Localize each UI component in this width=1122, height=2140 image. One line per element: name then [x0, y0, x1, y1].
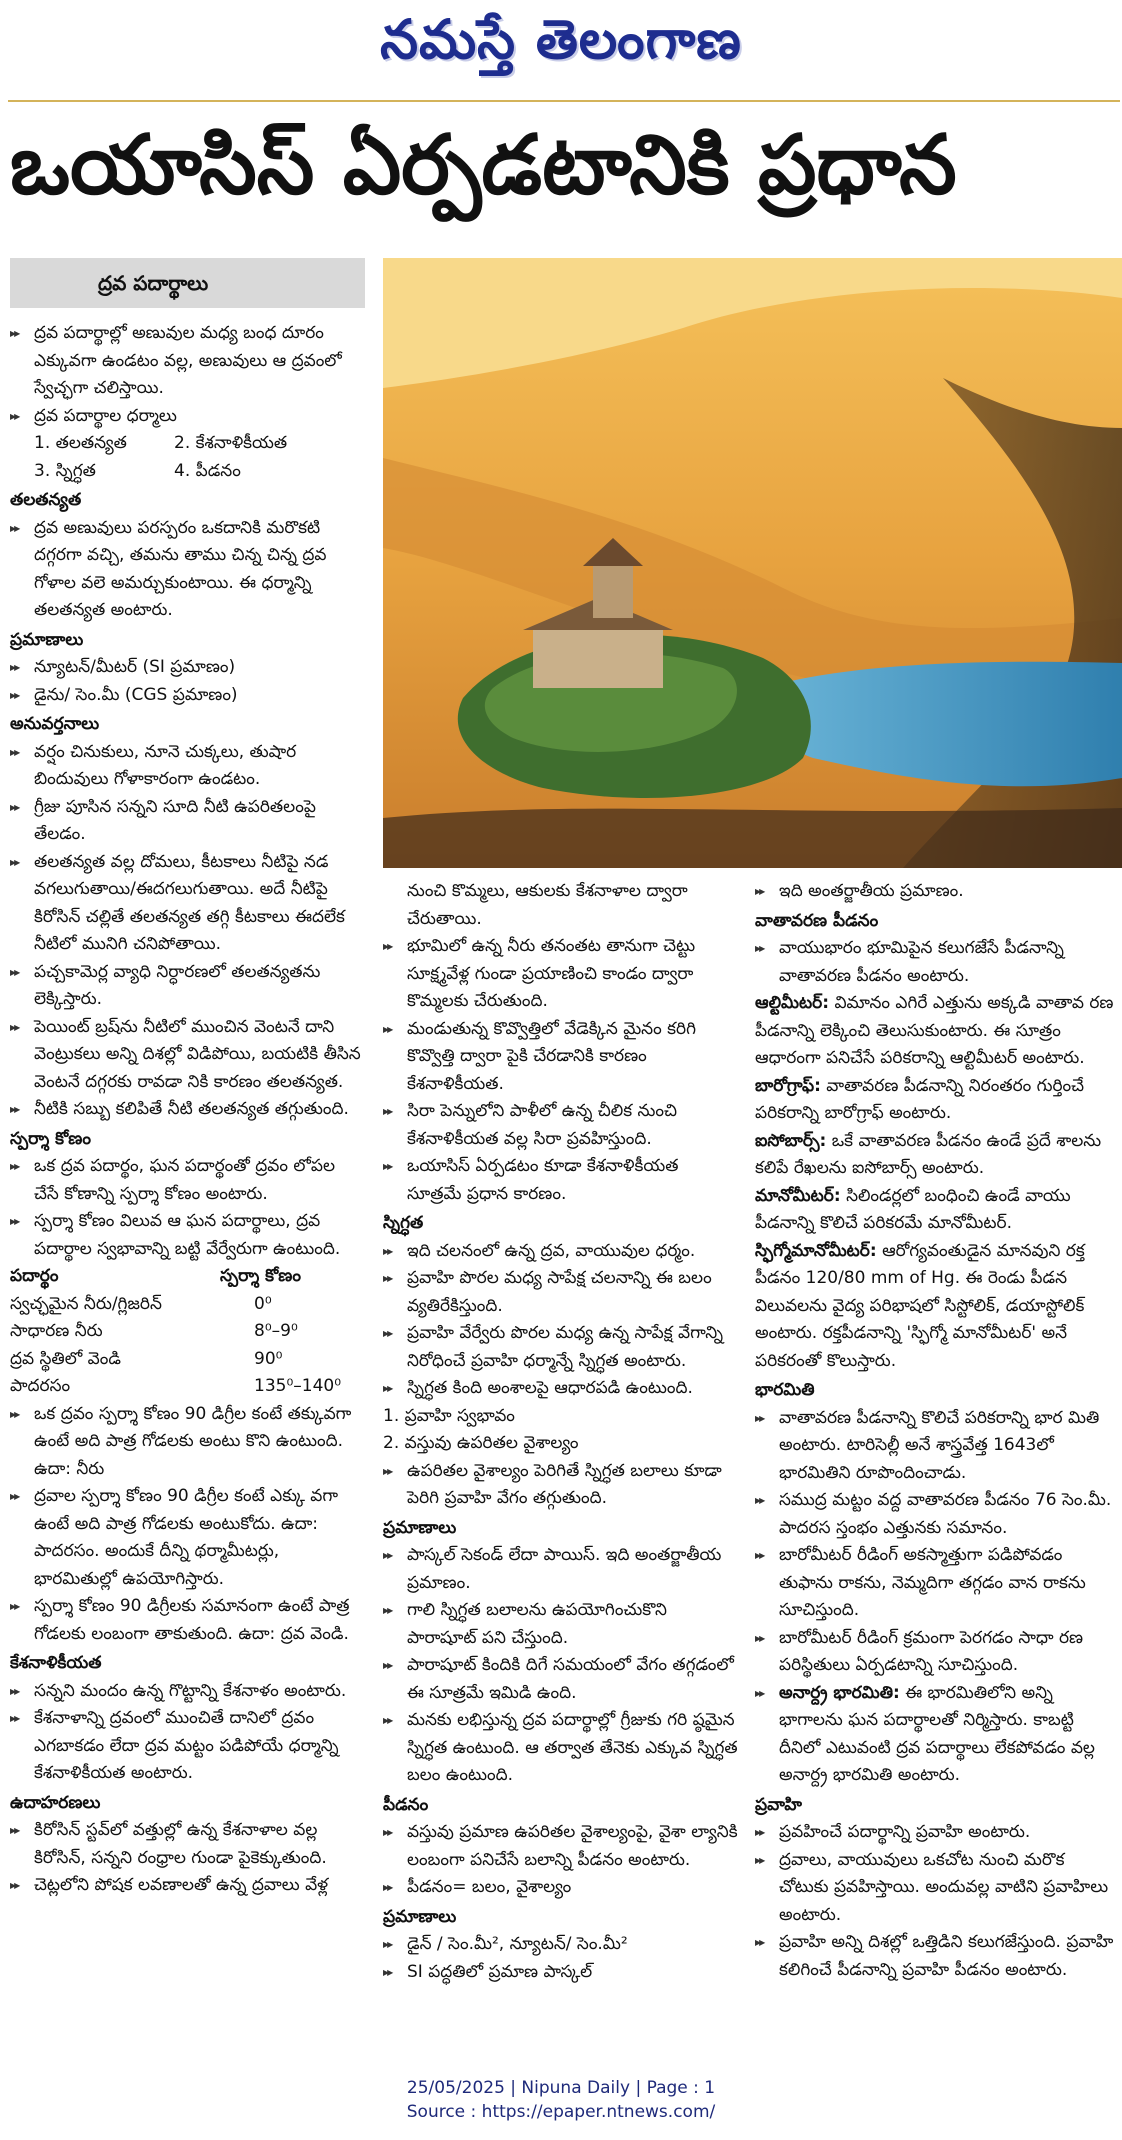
bullet-paragraph: ▶▶ భూమిలో ఉన్న నీరు తనంతట తానుగా చెట్టు సూక్ష్మవేళ్ల గుండా ప్రయాణించి కాండం ద్వారా కొమ్మలకు చేరుతుంది.	[383, 933, 738, 1016]
bullet-paragraph: ▶▶ వాతావరణ పీడనాన్ని కొలిచే పరికరాన్ని భార మితి అంటారు. టారిసెల్లీ అనే శాస్త్రవేత్త 1643లో భారమితిని రూపొందించాడు.	[755, 1405, 1117, 1488]
bullet-paragraph: ▶▶ ఒక ద్రవం స్పర్శా కోణం 90 డిగ్రీల కంటే తక్కువగా ఉంటే అది పాత్ర గోడలకు అంటు కొని ఉంటుంది. ఉదా: నీరు	[10, 1401, 365, 1484]
definition-paragraph	[755, 1128, 1117, 1183]
property-item: 4. పీడనం	[174, 460, 241, 481]
bullet-paragraph: ▶▶ ప్రవాహి పొరల మధ్య సాపేక్ష చలనాన్ని ఈ బలం వ్యతిరేకిస్తుంది.	[383, 1265, 738, 1320]
subheading: వాతావరణ పీడనం	[755, 910, 879, 931]
bullet-paragraph: ▶▶ చెట్లలోని పోషక లవణాలతో ఉన్న ద్రవాలు వేళ్ల	[10, 1872, 365, 1900]
bullet-paragraph: ▶▶ న్యూటన్/మీటర్ (SI ప్రమాణం)	[10, 654, 365, 682]
bullet-paragraph: ▶▶ బారోమీటర్ రీడింగ్ అకస్మాత్తుగా పడిపోవడం తుఫాను రాకను, నెమ్మదిగా తగ్గడం వాన రాకను సూచిస్తుంది.	[755, 1542, 1117, 1625]
bullet-paragraph: ▶▶ పాస్కల్ సెకండ్ లేదా పాయిస్. ఇది అంతర్జాతీయ ప్రమాణం.	[383, 1542, 738, 1597]
table-cell: సాధారణ నీరు	[10, 1321, 103, 1341]
bullet-paragraph: ▶▶ ద్రవ పదార్థాల ధర్మాలు	[10, 403, 365, 431]
bullet-paragraph: ▶▶ ద్రవ అణువులు పరస్పరం ఒకదానికి మరొకటి దగ్గరగా వచ్చి, తమను తాము చిన్న చిన్న ద్రవ గోళాల వలె అమర్చుకుంటాయి. ఈ ధర్మాన్ని తలతన్యత అంటారు.	[10, 515, 365, 625]
table-cell: 0⁰	[254, 1293, 272, 1314]
bullet-paragraph: ▶▶ ఒక ద్రవ పదార్థం, ఘన పదార్థంతో ద్రవం లోపల చేసే కోణాన్ని స్పర్శా కోణం అంటారు.	[10, 1153, 365, 1208]
newspaper-logo: నమస్తే తెలంగాణ	[380, 8, 742, 71]
bullet-paragraph: ▶▶ ఇది అంతర్జాతీయ ప్రమాణం.	[755, 878, 1117, 906]
bullet-paragraph: ▶▶ వస్తువు ప్రమాణ ఉపరితల వైశాల్యంపై, వైశా ల్యానికి లంబంగా పనిచేసే బలాన్ని పీడనం అంటారు.	[383, 1819, 738, 1874]
bullet-paragraph: ▶▶ SI పద్ధతిలో ప్రమాణ పాస్కల్	[383, 1959, 738, 1987]
definition-paragraph	[755, 1183, 1117, 1238]
bullet-paragraph: ▶▶ వర్షం చినుకులు, నూనె చుక్కలు, తుషార బిందువులు గోళాకారంగా ఉండటం.	[10, 739, 365, 794]
bullet-paragraph: ▶▶ ఇది చలనంలో ఉన్న ద్రవ, వాయువుల ధర్మం.	[383, 1238, 738, 1266]
bullet-paragraph: ▶▶ సిరా పెన్నులోని పాళీలో ఉన్న చీలిక నుంచి కేశనాళికీయత వల్ల సిరా ప్రవహిస్తుంది.	[383, 1098, 738, 1153]
definition-text: సిలిండర్లలో బంధించి ఉండే వాయు పీడనాన్ని కొలిచే పరికరమే మానోమీటర్.	[755, 1185, 1071, 1233]
paragraph: నుంచి కొమ్మలు, ఆకులకు కేశనాళాల ద్వారా చేరుతాయి.	[407, 881, 688, 929]
subheading: ఉదాహరణలు	[10, 1792, 101, 1813]
definition-paragraph	[755, 990, 1117, 1073]
definition-label: స్ఫిగ్మోమానోమీటర్:	[755, 1240, 877, 1261]
bullet-paragraph: ▶▶ పీడనం= బలం, వైశాల్యం	[383, 1874, 738, 1902]
definition-paragraph	[755, 1238, 1117, 1376]
subheading: అనువర్తనాలు	[10, 714, 100, 734]
subheading: ప్రవాహి	[755, 1794, 802, 1815]
subheading: ప్రమాణాలు	[383, 1517, 457, 1538]
footer-date-line: 25/05/2025 | Nipuna Daily | Page : 1	[406, 2078, 716, 2098]
bullet-paragraph: ▶▶ ఉపరితల వైశాల్యం పెరిగితే స్నిగ్ధత బలాలు కూడా పెరిగి ప్రవాహి వేగం తగ్గుతుంది.	[383, 1458, 738, 1513]
definition-text: ఆరోగ్యవంతుడైన మానవుని రక్త పీడనం 120/80 mm of Hg. ఈ రెండు పీడన విలువలను వైద్య పరిభాషలో సిస్టోలిక్, డయాస్టోలిక్ అంటారు. రక్తపీడనాన్ని 'స్ఫిగ్మో మానోమీటర్' అనే పరికరంతో కొలుస్తారు.	[755, 1240, 1085, 1371]
bullet-paragraph: ▶▶ ద్రవ పదార్థాల్లో అణువుల మధ్య బంధ దూరం ఎక్కువగా ఉండటం వల్ల, అణువులు ఆ ద్రవంలో స్వేచ్ఛగా చలిస్తాయి.	[10, 320, 365, 403]
definition-text: వాతావరణ పీడనాన్ని నిరంతరం గుర్తించే పరికరాన్ని బారోగ్రాఫ్ అంటారు.	[755, 1075, 1085, 1123]
definition-text: ఈ భారమితిలోని అన్ని భాగాలను ఘన పదార్థాలతో నిర్మిస్తారు. కాబట్టి దీనిలో ఎటువంటి ద్రవ పదార్థాలు లేకపోవడం వల్ల అనార్ద్ర భారమితి అంటారు.	[779, 1682, 1095, 1785]
properties-list	[10, 430, 365, 485]
column-3	[755, 878, 1117, 1984]
bullet-paragraph: ▶▶ మనకు లభిస్తున్న ద్రవ పదార్థాల్లో గ్రీజుకు గరి ష్ఠమైన స్నిగ్ధత ఉంటుంది. ఆ తర్వాత తేనెకు ఎక్కువ స్నిగ్ధత బలం ఉంటుంది.	[383, 1707, 738, 1790]
bullet-paragraph: ▶▶ ప్రవాహి వేర్వేరు పొరల మధ్య ఉన్న సాపేక్ష వేగాన్ని నిరోధించే ప్రవాహి ధర్మాన్నే స్నిగ్ధత అంటారు.	[383, 1320, 738, 1375]
definition-label: బారోగ్రాఫ్:	[755, 1075, 821, 1096]
bullet-paragraph: ▶▶ పారాషూట్ కిందికి దిగే సమయంలో వేగం తగ్గడంలో ఈ సూత్రమే ఇమిడి ఉంది.	[383, 1652, 738, 1707]
bullet-paragraph: ▶▶ వాయుభారం భూమిపైన కలుగజేసే పీడనాన్ని వాతావరణ పీడనం అంటారు.	[755, 935, 1117, 990]
bullet-paragraph: ▶▶ డైను/ సెం.మీ (CGS ప్రమాణం)	[10, 682, 365, 710]
property-item: 2. కేశనాళికీయత	[174, 433, 288, 453]
definition-label: అనార్ద్ర భారమితి:	[779, 1682, 900, 1703]
masthead	[0, 0, 1122, 100]
subheading: స్నిగ్ధత	[383, 1213, 424, 1233]
bullet-paragraph: ▶▶ మండుతున్న కొవ్వొత్తిలో వేడెక్కిన మైనం కరిగి కొవ్వొత్తి ద్వారా పైకి చేరడానికి కారణం కేశనాళికీయత.	[383, 1016, 738, 1099]
masthead-rule	[8, 100, 1120, 102]
definition-label: ఐసోబార్స్:	[755, 1130, 827, 1151]
table-header: స్పర్శా కోణం	[220, 1266, 301, 1286]
bullet-paragraph: ▶▶ పెయింట్ బ్రష్‌ను నీటిలో ముంచిన వెంటనే దాని వెంట్రుకలు అన్ని దిశల్లో విడిపోయి, బయటికి తీసిన వెంటనే దగ్గరకు రావడా నికి కారణం తలతన్యత.	[10, 1014, 365, 1097]
bullet-paragraph: ▶▶ సన్నని మందం ఉన్న గొట్టాన్ని కేశనాళం అంటారు.	[10, 1678, 365, 1706]
property-item: 1. తలతన్యత	[34, 433, 127, 453]
bullet-paragraph: ▶▶ కిరోసిన్ స్టవ్‌లో వత్తుల్లో ఉన్న కేశనాళాల వల్ల కిరోసిన్, సన్నని రంధ్రాల గుండా పైకెక్కుతుంది.	[10, 1817, 365, 1872]
table-cell: 90⁰	[254, 1348, 283, 1369]
definition-label: ఆల్టిమీటర్:	[755, 993, 830, 1013]
subheading: కేశనాళికీయత	[10, 1653, 102, 1673]
property-item: 3. స్నిగ్ధత	[34, 460, 96, 481]
subheading: పీడనం	[383, 1794, 429, 1815]
page-footer	[0, 2076, 1122, 2124]
contact-angle-table	[10, 1263, 365, 1401]
headline: ఒయాసిస్ ఏర్పడటానికి ప్రధాన	[10, 118, 957, 213]
bullet-paragraph: ▶▶ తలతన్యత వల్ల దోమలు, కీటకాలు నీటిపై నడ వగలుగుతాయి/ఈదగలుగుతాయి. అదే నీటిపై కిరోసిన్ చల్లితే తలతన్యత తగ్గి కీటకాలు ఈదలేక నీటిలో మునిగి చనిపోతాయి.	[10, 849, 365, 959]
numbered-item: 1. ప్రవాహి స్వభావం	[383, 1405, 515, 1426]
bullet-paragraph: ▶▶ స్పర్శా కోణం 90 డిగ్రీలకు సమానంగా ఉంటే పాత్ర గోడలకు లంబంగా తాకుతుంది. ఉదా: ద్రవ వెండి.	[10, 1593, 365, 1648]
table-header: పదార్థం	[10, 1266, 59, 1286]
bullet-paragraph: ▶▶ గ్రీజు పూసిన సన్నని సూది నీటి ఉపరితలంపై తేలడం.	[10, 794, 365, 849]
table-cell: పాదరసం	[10, 1376, 71, 1396]
table-cell: 8⁰–9⁰	[254, 1321, 298, 1341]
table-cell: 135⁰–140⁰	[254, 1376, 342, 1396]
bullet-paragraph: ▶▶ కేశనాళాన్ని ద్రవంలో ముంచితే దానిలో ద్రవం ఎగబాకడం లేదా ద్రవ మట్టం పడిపోయే ధర్మాన్ని కేశనాళికీయత అంటారు.	[10, 1705, 365, 1788]
table-cell: ద్రవ స్థితిలో వెండి	[10, 1348, 121, 1369]
bullet-paragraph: ▶▶ స్పర్శా కోణం విలువ ఆ ఘన పదార్థాలు, ద్రవ పదార్థాల స్వభావాన్ని బట్టి వేర్వేరుగా ఉంటుంది.	[10, 1208, 365, 1263]
column-1	[10, 258, 365, 1900]
subheading: ప్రమాణాలు	[383, 1906, 457, 1927]
numbered-item: 2. వస్తువు ఉపరితల వైశాల్యం	[383, 1433, 579, 1453]
subheading: భారమితి	[755, 1380, 815, 1400]
bullet-paragraph: ▶▶ పచ్చకామెర్ల వ్యాధి నిర్ధారణలో తలతన్యతను లెక్కిస్తారు.	[10, 959, 365, 1014]
column-2	[383, 878, 738, 1986]
definition-label: మానోమీటర్:	[755, 1185, 841, 1206]
bullet-paragraph: ▶▶ బారోమీటర్ రీడింగ్ క్రమంగా పెరగడం సాధా రణ పరిస్థితులు ఏర్పడటాన్ని సూచిస్తుంది.	[755, 1625, 1117, 1680]
subheading: స్పర్శా కోణం	[10, 1128, 91, 1149]
bullet-paragraph: ▶▶ నీటికి సబ్బు కలిపితే నీటి తలతన్యత తగ్గుతుంది.	[10, 1096, 365, 1124]
definition-paragraph	[755, 1680, 1117, 1790]
bullet-paragraph: ▶▶ ప్రవాహి అన్ని దిశల్లో ఒత్తిడిని కలుగజేస్తుంది. ప్రవాహి కలిగించే పీడనాన్ని ప్రవాహి పీడనం అంటారు.	[755, 1929, 1117, 1984]
section-heading-liquids: ద్రవ పదార్థాలు	[10, 258, 365, 308]
table-cell: స్వచ్ఛమైన నీరు/గ్లిజరిన్	[10, 1293, 162, 1314]
subheading: ప్రమాణాలు	[10, 629, 84, 650]
bullet-paragraph: ▶▶ ద్రవాల స్పర్శా కోణం 90 డిగ్రీల కంటే ఎక్కు వగా ఉంటే అది పాత్ర గోడలకు అంటుకోదు. ఉదా: పాదరసం. అందుకే దీన్ని థర్మామీటర్లు, భారమితుల్లో ఉపయోగిస్తారు.	[10, 1483, 365, 1593]
bullet-paragraph: ▶▶ స్నిగ్ధత కింది అంశాలపై ఆధారపడి ఉంటుంది.	[383, 1375, 738, 1403]
footer-source-link[interactable]: Source : https://epaper.ntnews.com/	[406, 2102, 716, 2122]
subheading: తలతన్యత	[10, 490, 82, 510]
desert-oasis-photo	[383, 258, 1122, 868]
bullet-paragraph: ▶▶ ఒయాసిస్ ఏర్పడటం కూడా కేశనాళికీయత సూత్రమే ప్రధాన కారణం.	[383, 1153, 738, 1208]
definition-text: విమానం ఎగిరే ఎత్తును అక్కడి వాతావ రణ పీడనాన్ని లెక్కించి తెలుసుకుంటారు. ఈ సూత్రం ఆధారంగా పనిచేసే పరికరాన్ని ఆల్టిమీటర్ అంటారు.	[755, 993, 1114, 1068]
bullet-paragraph: ▶▶ గాలి స్నిగ్ధత బలాలను ఉపయోగించుకొని పారాషూట్ పని చేస్తుంది.	[383, 1597, 738, 1652]
definition-text: ఒకే వాతావరణ పీడనం ఉండే ప్రదే శాలను కలిపే రేఖలను ఐసోబార్స్ అంటారు.	[755, 1130, 1102, 1178]
bullet-paragraph: ▶▶ డైన్ / సెం.మీ², న్యూటన్/ సెం.మీ²	[383, 1931, 738, 1959]
definition-paragraph	[755, 1073, 1117, 1128]
bullet-paragraph: ▶▶ ప్రవహించే పదార్థాన్ని ప్రవాహి అంటారు.	[755, 1819, 1117, 1847]
bullet-paragraph: ▶▶ సముద్ర మట్టం వద్ద వాతావరణ పీడనం 76 సెం.మీ. పాదరస స్తంభం ఎత్తునకు సమానం.	[755, 1487, 1117, 1542]
bullet-paragraph: ▶▶ ద్రవాలు, వాయువులు ఒకచోట నుంచి మరొక చోటుకు ప్రవహిస్తాయి. అందువల్ల వాటిని ప్రవాహిలు అంటారు.	[755, 1847, 1117, 1930]
